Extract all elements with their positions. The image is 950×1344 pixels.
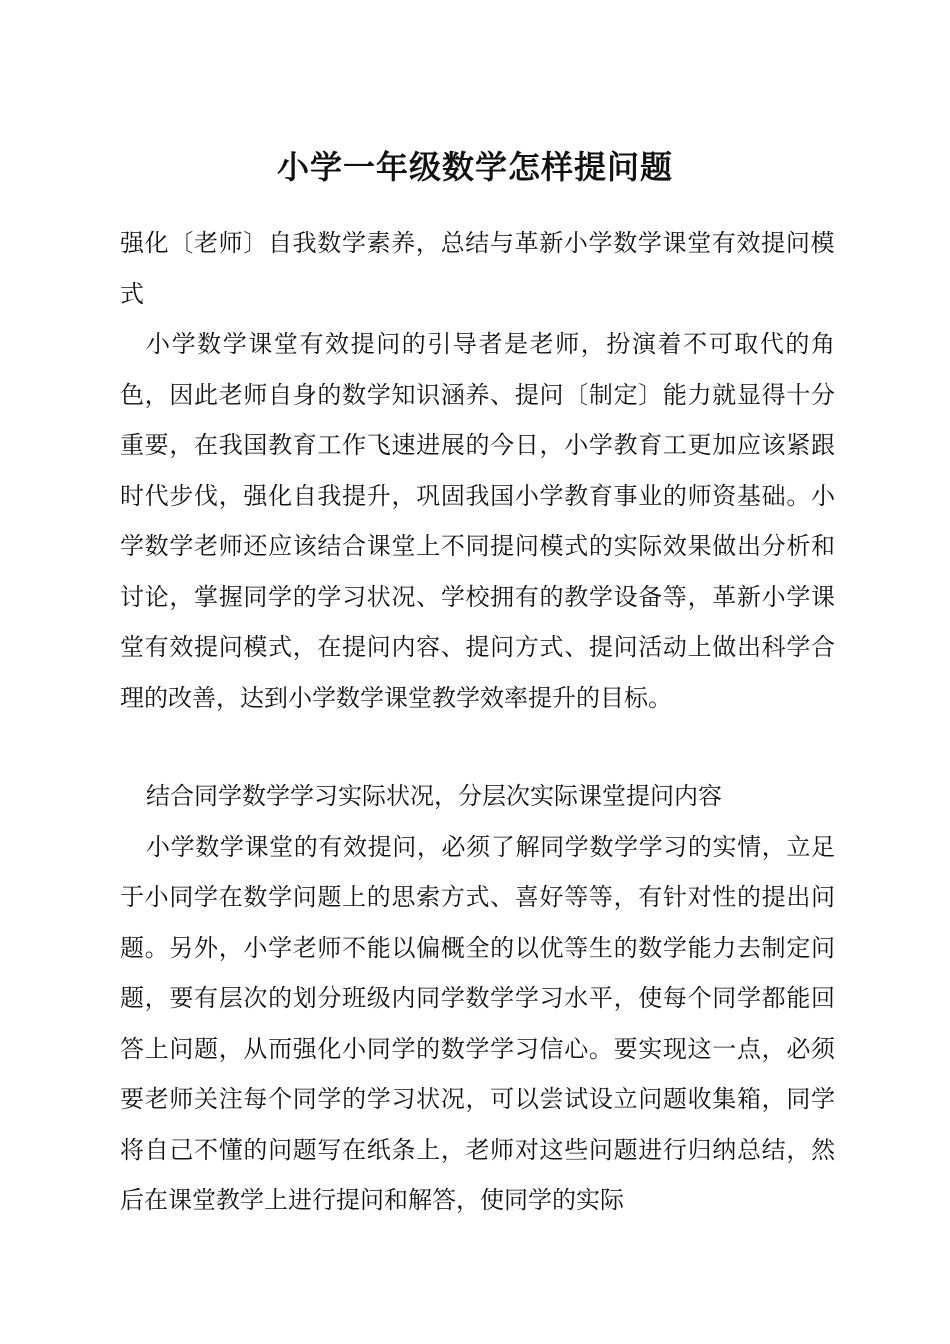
section-heading-1: 强化〔老师〕自我数学素养，总结与革新小学数学课堂有效提问模式 [120,229,835,308]
section-spacer [120,723,835,771]
document-body [120,218,835,1226]
section-paragraph-1: 小学数学课堂有效提问的引导者是老师，扮演着不可取代的角色，因此老师自身的数学知识涵养、提问〔制定〕能力就显得十分重要，在我国教育工作飞速进展的今日，小学教育工更加应该紧跟时代步伐，强化自我提升，巩固我国小学教育事业的师资基础。小学数学老师还应该结合课堂上不同提问模式的实际效果做出分析和讨论，掌握同学的学习状况、学校拥有的教学设备等，革新小学课堂有效提问模式，在提问内容、提问方式、提问活动上做出科学合理的改善，达到小学数学课堂教学效率提升的目标。 [120,330,835,712]
section-heading-2: 结合同学数学学习实际状况，分层次实际课堂提问内容 [146,782,722,810]
section-paragraph-2: 小学数学课堂的有效提问，必须了解同学数学学习的实情，立足于小同学在数学问题上的思索方式、喜好等等，有针对性的提出问题。另外，小学老师不能以偏概全的以优等生的数学能力去制定问题，要有层次的划分班级内同学数学学习水平，使每个同学都能回答上问题，从而强化小同学的数学学习信心。要实现这一点，必须要老师关注每个同学的学习状况，可以尝试设立问题收集箱，同学将自己不懂的问题写在纸条上，老师对这些问题进行归纳总结，然后在课堂教学上进行提问和解答，使同学的实际 [120,832,835,1214]
document-title: 小学一年级数学怎样提问题 [276,148,673,186]
